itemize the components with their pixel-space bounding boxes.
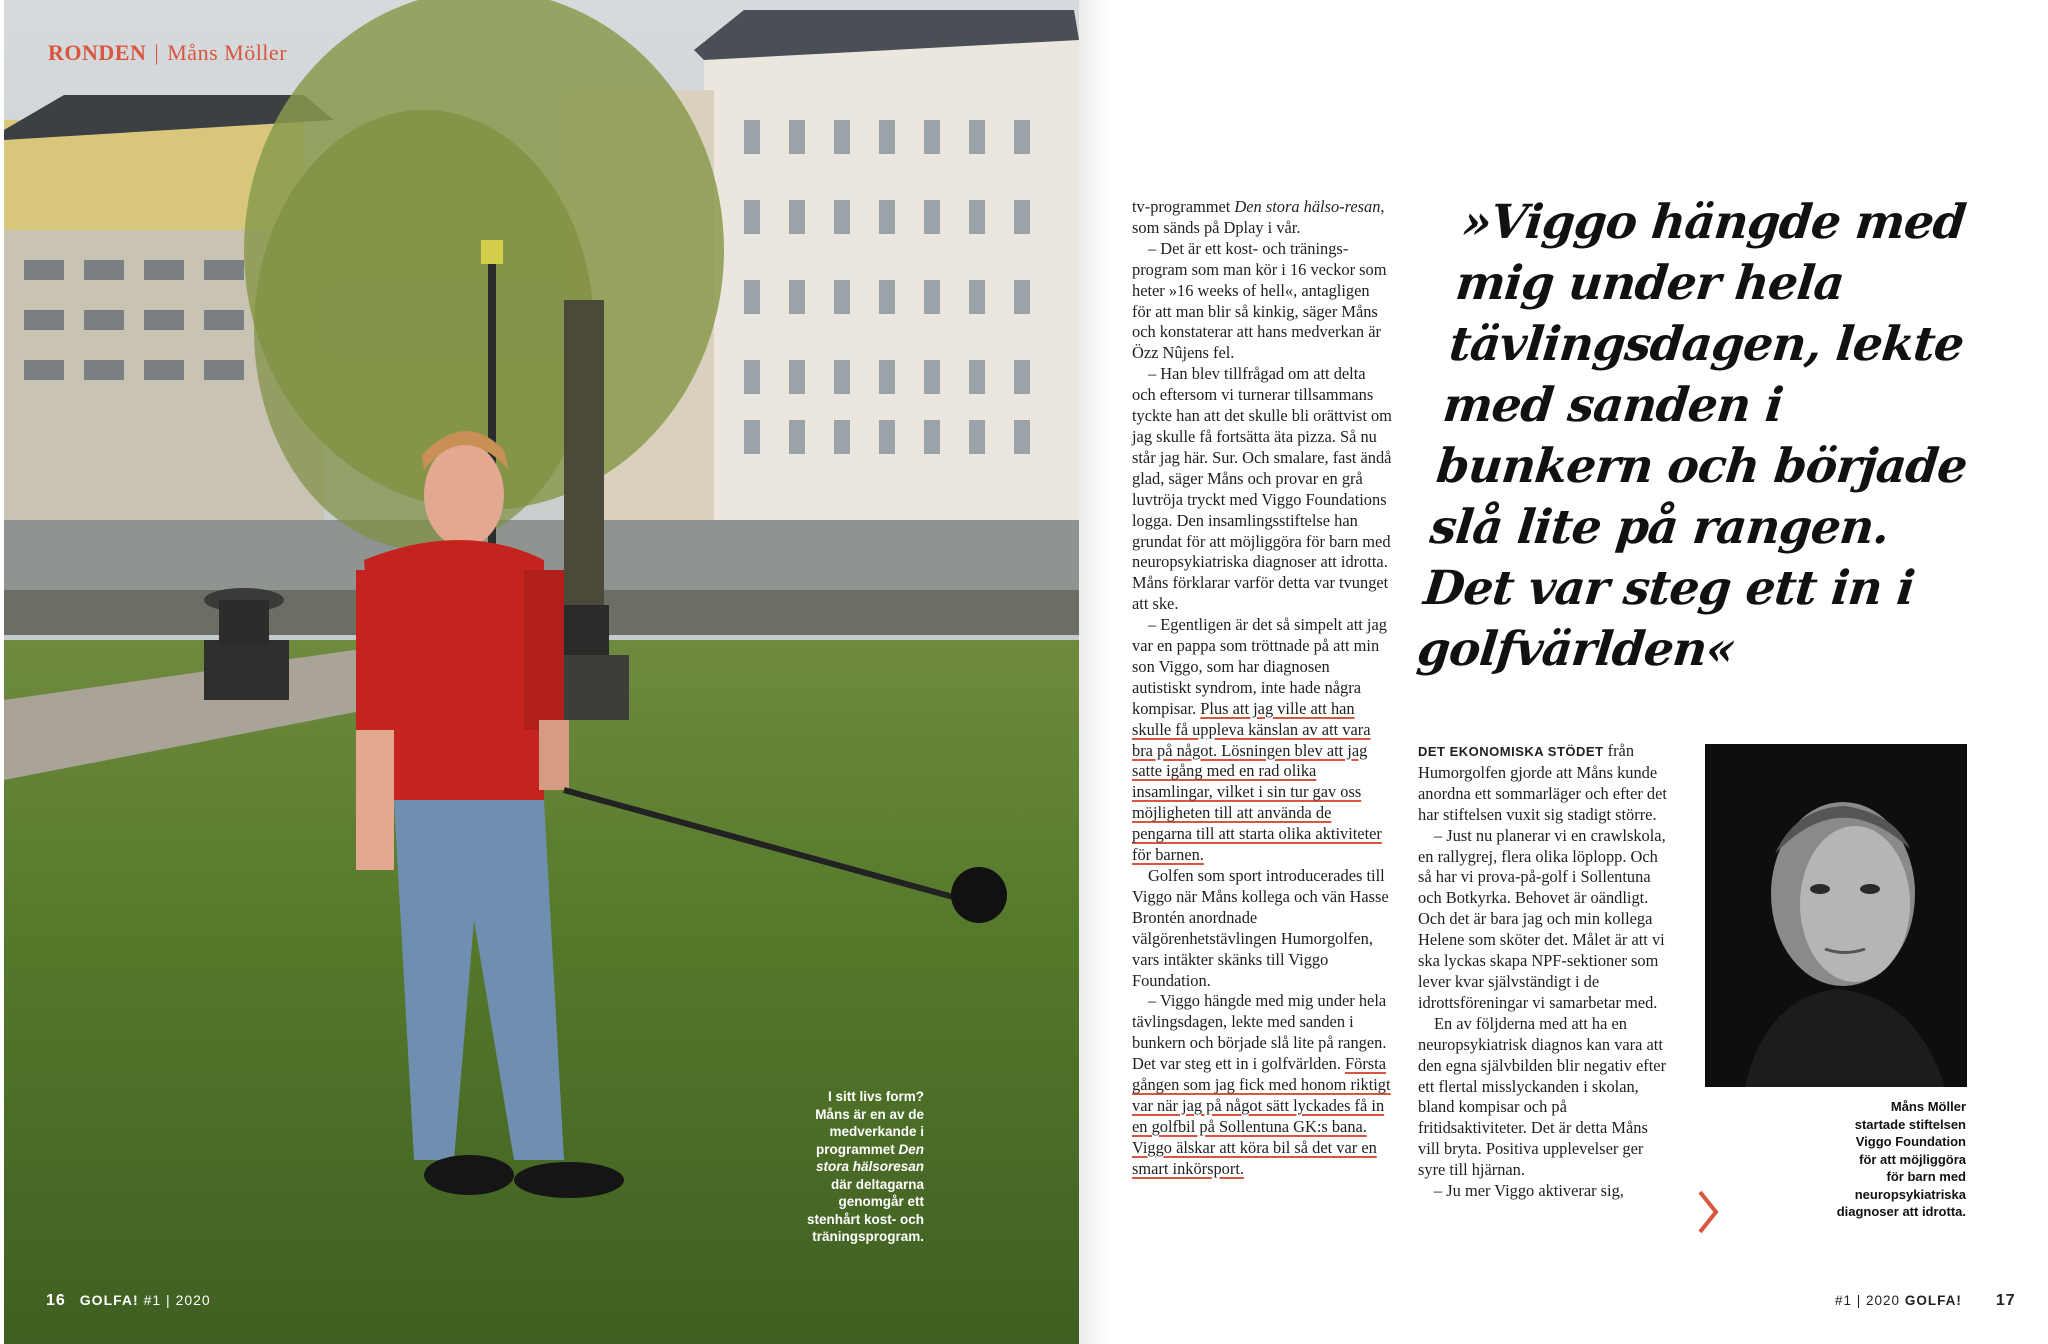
caption-line <box>794 1158 924 1176</box>
program-title-em: Den stora hälso-resan <box>1234 197 1381 216</box>
left-page-photo <box>4 0 1079 1344</box>
caption-line: genomgår ett <box>838 1194 924 1209</box>
pull-quote: »Viggo hängde med mig under hela tävlingsdagen, lekte med sanden i bunkern och började slå lite på rangen. Det var steg ett in i golfvärlden« <box>1414 195 1970 677</box>
text: från Humorgolfen gjorde att Måns kunde anordna ett sommarläger och efter det har stiftelsen vuxit sig stadigt större. <box>1418 741 1667 824</box>
caption-line: diagnoser att idrotta. <box>1836 1204 1966 1219</box>
paragraph <box>1132 197 1392 239</box>
text: – Egentligen är det så simpelt att jag var en pappa som tröttnade på att min son Viggo, som har diagnosen autistiskt syndrom, inte hade några kompisar. <box>1132 615 1387 718</box>
body-column-2 <box>1418 741 1673 1202</box>
portrait-photo <box>1705 744 1967 1087</box>
section-label: RONDEN <box>48 40 147 65</box>
paragraph <box>1132 615 1392 866</box>
folio-right <box>1835 1292 2016 1310</box>
caption-line: Måns Möller <box>1890 1099 1966 1114</box>
highlighted-text: Första gången som jag fick med honom riktigt var när jag på något sätt lyckades få in en golfbil på Sollentuna GK:s bana. Viggo älskar att köra bil så det var en smart inkörsport. <box>1132 1054 1391 1178</box>
lead-in: DET EKONOMISKA STÖDET <box>1418 744 1604 759</box>
paragraph: Golfen som sport introducerades till Viggo när Måns kollega och vän Hasse Brontén anordnade välgörenhetstävlingen Humorgolfen, vars intäkter skänks till Viggo Foundation. <box>1132 866 1389 990</box>
section-separator: | <box>154 40 160 65</box>
paragraph: – Det är ett kost- och tränings-program som man kör i 16 veckor som heter »16 weeks of hell«, antagligen för att man blir så kinkig, säger Måns och konstaterar att hans medverkan är Özz Nûjens fel. <box>1132 238 1387 363</box>
page-number: 17 <box>1995 1292 2016 1309</box>
caption-line: medverkande i <box>829 1124 924 1139</box>
caption-line: för att möjliggöra <box>1859 1151 1966 1167</box>
highlighted-text: Plus att jag ville att han skulle få uppleva känslan av att vara bra på något. Lösningen blev att jag satte igång med en rad olika insamlingar, vilket i sin tur gav oss möjligheten till att använda de pengarna till att starta olika aktiviteter för barnen. <box>1132 698 1382 865</box>
caption-line: Viggo Foundation <box>1855 1134 1966 1149</box>
author-byline: Måns Möller <box>167 40 288 65</box>
caption-line: träningsprogram. <box>812 1229 924 1244</box>
folio-left <box>46 1292 211 1310</box>
paragraph <box>1418 741 1673 826</box>
paragraph: – Han blev tillfrågad om att delta och eftersom vi turnerar tillsammans tyckte han att det skulle bli orättvist om jag skulle få fortsätta äta pizza. Så nu står jag här. Sur. Och smalare, fast ändå glad, säger Måns och provar en grå luvtröja tryckt med Viggo Foundations logga. Den insamlingsstiftelse han grundat för att möjliggöra för barn med neuropsykiatriska diagnoser att idrotta. Måns förklarar varför detta var tvunget att ske. <box>1132 364 1392 614</box>
issue-number: #1 | 2020 <box>1835 1293 1901 1308</box>
caption-title-em: Den <box>898 1141 924 1157</box>
caption-line: I sitt livs form? <box>827 1089 924 1104</box>
caption-line: stenhårt kost- och <box>806 1211 924 1227</box>
paragraph: En av följderna med att ha en neuropsykiatrisk diagnos kan vara att den egna självbilden blir negativ efter ett flertal misslyckanden i skolan, bland kompisar och på fritidsaktiviteter. Det är detta Måns vill bryta. Positiva upplevelser ger syre till hjärnan. <box>1418 1013 1667 1180</box>
caption-line: där deltagarna <box>830 1176 924 1192</box>
paragraph <box>1132 991 1392 1179</box>
caption-line: neuropsykiatriska <box>1854 1186 1966 1202</box>
portrait-image <box>1705 744 1967 1087</box>
text: tv-programmet <box>1132 197 1235 216</box>
caption-line: Måns är en av de <box>815 1106 924 1122</box>
caption-line <box>794 1141 924 1159</box>
text: , som sänds på Dplay i vår. <box>1132 197 1385 237</box>
photo-caption-right <box>1790 1098 1966 1221</box>
caption-text: programmet <box>815 1141 895 1157</box>
caption-line: för barn med <box>1886 1169 1966 1184</box>
section-header <box>48 40 287 66</box>
caption-line: startade stiftelsen <box>1854 1116 1966 1132</box>
paragraph: – Ju mer Viggo aktiverar sig, <box>1434 1181 1624 1201</box>
paragraph: – Just nu planerar vi en crawlskola, en rallygrej, flera olika löplopp. Och så har vi prova-på-golf i Sollentuna och Botkyrka. Behovet är oändligt. Och det är bara jag och min kollega Helene som sköter det. Målet är att vi ska lyckas skapa NPF-sektioner som lever kvar självständigt i de idrottsföreningar vi samarbetar med. <box>1418 825 1666 1012</box>
caption-title-em: stora hälsoresan <box>815 1159 924 1174</box>
issue-number: #1 | 2020 <box>143 1292 211 1308</box>
chevron-right-icon <box>1696 1188 1720 1236</box>
magazine-name: GOLFA! <box>79 1292 139 1308</box>
body-column-1 <box>1132 197 1392 1180</box>
gutter-shadow <box>1079 0 1109 1344</box>
page-number: 16 <box>46 1292 66 1309</box>
photo-caption-left <box>794 1088 924 1246</box>
text: – Viggo hängde med mig under hela tävlingsdagen, lekte med sanden i bunkern och började slå lite på rangen. Det var steg ett in i golfvärlden. <box>1132 991 1387 1074</box>
magazine-name: GOLFA! <box>1904 1293 1962 1308</box>
